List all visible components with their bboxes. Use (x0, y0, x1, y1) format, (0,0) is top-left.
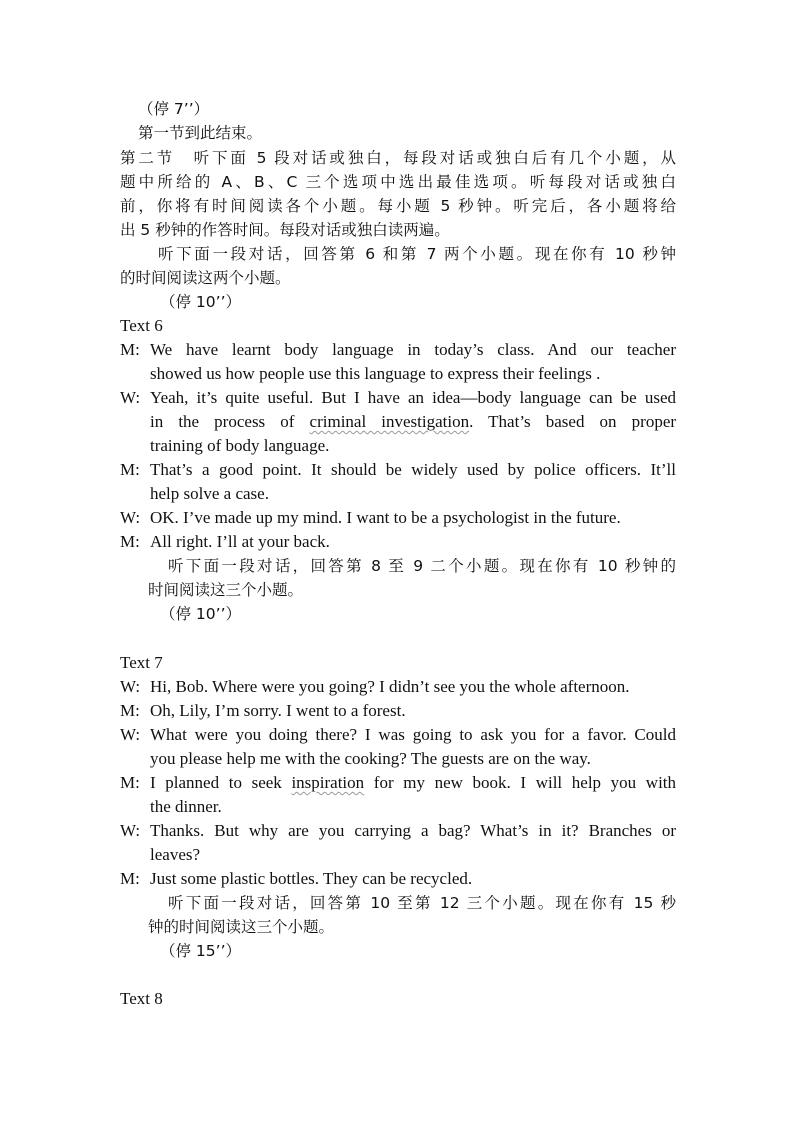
text6-line-2b-post: . That’s based on proper (469, 412, 677, 431)
text6-line-1b: showed us how people use this language to express their feelings . (150, 364, 601, 383)
instruction-10-line-1: 听下面一段对话，回答第 10 至第 12 三个小题。现在你有 15 秒 (168, 894, 676, 912)
text7-speaker-2: M: (120, 701, 140, 720)
text8-title: Text 8 (120, 989, 163, 1008)
text7-line-4a-pre: I planned to seek (150, 773, 282, 792)
text7-speaker-5: W: (120, 821, 141, 840)
text7-speaker-1: W: (120, 677, 141, 696)
pause-10-b: （停 10’’） (160, 605, 242, 623)
text6-line-1a: We have learnt body language in today’s class. And our teacher (150, 340, 676, 359)
inspiration-term: inspiration (291, 773, 365, 792)
pause-7: （停 7’’） (138, 100, 210, 118)
text6-line-2b-pre: in the process of (150, 412, 295, 431)
text6-speaker-5: M: (120, 532, 140, 551)
instruction-10-line-2: 钟的时间阅读这三个小题。 (148, 918, 335, 936)
text7-line-1: Hi, Bob. Where were you going? I didn’t see you the whole afternoon. (150, 677, 630, 696)
text6-speaker-1: M: (120, 340, 140, 359)
text7-line-4a-post: for my new book. I will help you with (373, 773, 677, 792)
section2-line-1: 第二节 听下面 5 段对话或独白，每段对话或独白后有几个小题，从 (120, 149, 676, 167)
section2-line-4: 出 5 秒钟的作答时间。每段对话或独白读两遍。 (120, 221, 450, 239)
text7-line-5b: leaves? (150, 845, 201, 864)
text6-line-3b: help solve a case. (150, 484, 269, 503)
text7-line-3b: you please help me with the cooking? The guests are on the way. (150, 749, 591, 768)
text6-title: Text 6 (120, 316, 163, 335)
text7-speaker-4: M: (120, 773, 140, 792)
text7-title: Text 7 (120, 653, 163, 672)
instruction-6-line-1: 听下面一段对话，回答第 6 和第 7 两个小题。现在你有 10 秒钟 (158, 245, 676, 263)
instruction-6-line-2: 的时间阅读这两个小题。 (120, 269, 291, 287)
text7-line-2: Oh, Lily, I’m sorry. I went to a forest. (150, 701, 406, 720)
text6-line-4: OK. I’ve made up my mind. I want to be a psychologist in the future. (150, 508, 621, 527)
pause-15: （停 15’’） (160, 942, 242, 960)
instruction-8-line-2: 时间阅读这三个小题。 (148, 581, 304, 599)
text7-line-4b: the dinner. (150, 797, 222, 816)
text6-speaker-4: W: (120, 508, 141, 527)
text6-line-3a: That’s a good point. It should be widely used by police officers. It’ll (150, 460, 676, 479)
text6-line-2c: training of body language. (150, 436, 330, 455)
criminal-investigation-term: criminal investigation (309, 412, 470, 431)
text6-speaker-3: M: (120, 460, 140, 479)
text7-speaker-3: W: (120, 725, 141, 744)
text6-line-5: All right. I’ll at your back. (150, 532, 330, 551)
pause-10-a: （停 10’’） (160, 293, 242, 311)
text6-speaker-2: W: (120, 388, 141, 407)
instruction-8-line-1: 听下面一段对话，回答第 8 至 9 二个小题。现在你有 10 秒钟的 (168, 557, 676, 575)
section2-line-2: 题中所给的 A、B、C 三个选项中选出最佳选项。听每段对话或独白 (120, 173, 676, 191)
text7-line-3a: What were you doing there? I was going to ask you for a favor. Could (150, 725, 676, 744)
text6-line-2b (150, 410, 676, 434)
text7-line-6: Just some plastic bottles. They can be recycled. (150, 869, 473, 888)
section2-line-3: 前，你将有时间阅读各个小题。每小题 5 秒钟。听完后，各小题将给 (120, 197, 676, 215)
section1-end: 第一节到此结束。 (138, 124, 263, 142)
text6-line-2a: Yeah, it’s quite useful. But I have an idea—body language can be used (150, 388, 676, 407)
text7-line-4a (150, 771, 676, 795)
text7-line-5a: Thanks. But why are you carrying a bag? What’s in it? Branches or (150, 821, 676, 840)
text7-speaker-6: M: (120, 869, 140, 888)
